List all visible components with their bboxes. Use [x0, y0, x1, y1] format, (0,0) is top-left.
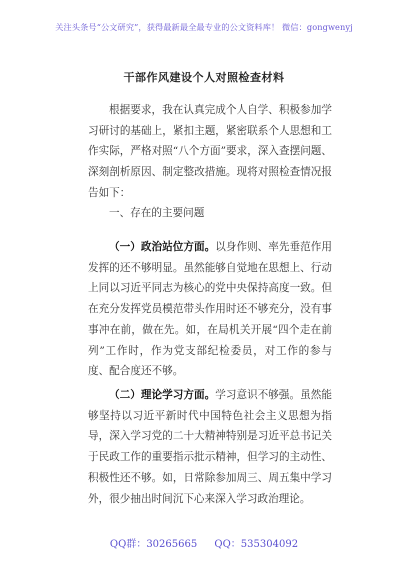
footer	[0, 535, 408, 550]
item-heading-2: （二）理论学习方面。	[109, 389, 216, 401]
page-title: 干部作风建设个人对照检查材料	[123, 71, 285, 84]
section-heading: 一、存在的主要问题	[109, 207, 205, 219]
item-heading-1: （一）政治站位方面。	[109, 241, 216, 253]
item-text-1: 以身作则、率先垂范作用发挥的还不够明显。虽然能够自觉地在思想上、行动上同以习近平同志为核心的党中央保持高度一致。但在充分发挥党员模范带头作用时还不够充分，没有事事冲在前，做在先。如，在局机关开展“四个走在前列”工作时，作为党支部纪检委员，对工作的参与度、配合度还不够。	[88, 241, 332, 378]
footer-qq-group: QQ群：30265665	[109, 539, 198, 550]
item-paragraph-1	[88, 237, 332, 382]
footer-qq: QQ：535304092	[214, 539, 299, 550]
item-paragraph-2	[88, 385, 332, 509]
item-text-2: 学习意识不够强。虽然能够坚持以习近平新时代中国特色社会主义思想为指导，深入学习党的二十大精神特别是习近平总书记关于民政工作的重要指示批示精神，但学习的主动性、积极性还不够。如，日常除参加周三、周五集中学习外，很少抽出时间沉下心来深入学习政治理论。	[88, 389, 332, 505]
header-banner: 关注头条号“公文研究”，获得最新最全最专业的公文资料库！ 微信：gongwenyj	[55, 22, 353, 32]
intro-paragraph: 根据要求，我在认真完成个人自学、积极参加学习研讨的基础上，紧扣主题，紧密联系个人思想和工作实际，严格对照“八个方面”要求，深入查摆问题、深刻剖析原因、制定整改措施。现将对照检查情况报告如下：	[88, 104, 332, 199]
